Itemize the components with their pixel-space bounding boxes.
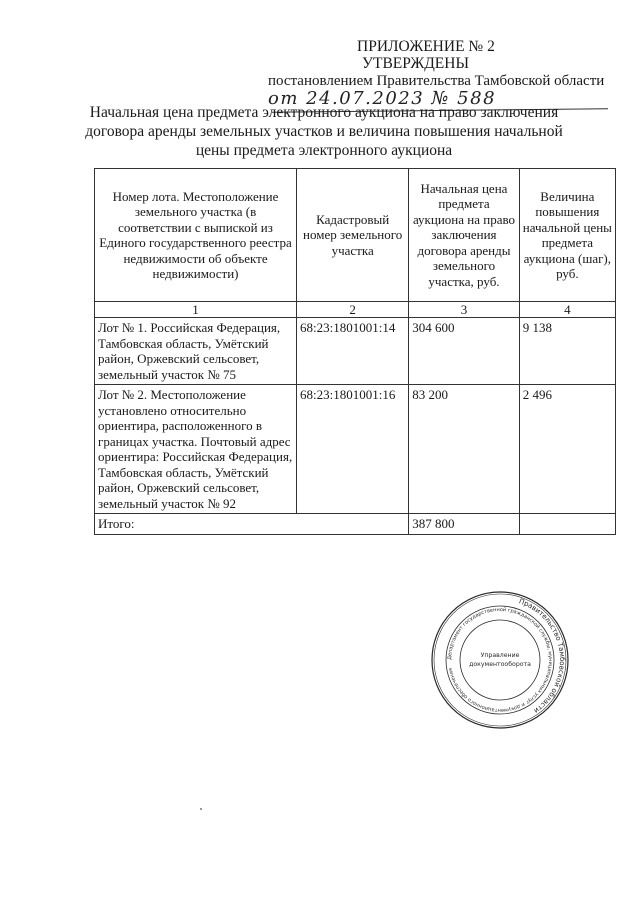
price-step: 2 496	[519, 385, 615, 514]
resolution-label: постановлением Правительства Тамбовской области	[268, 73, 605, 89]
total-label: Итого:	[95, 514, 409, 535]
total-value: 387 800	[409, 514, 519, 535]
table-row	[95, 318, 616, 385]
header-step: Величина повышения начальной цены предмета аукциона (шаг), руб.	[519, 169, 615, 302]
table-header-row	[95, 169, 616, 302]
appendix-number: ПРИЛОЖЕНИЕ № 2	[357, 38, 495, 55]
stamp-center-line1: Управление	[480, 652, 520, 659]
stamp-center-line2: документооборота	[469, 661, 531, 668]
column-number: 3	[409, 302, 519, 318]
column-number: 2	[297, 302, 409, 318]
official-stamp-icon	[430, 590, 570, 730]
document-title: Начальная цена предмета электронного аукциона на право заключения договора аренды земельных участков и величина повышения начальной цены предмета электронного аукциона	[85, 104, 563, 159]
cadastral-number: 68:23:1801001:16	[297, 385, 409, 514]
stamp-outer-text: Правительство Тамбовской области	[517, 597, 567, 715]
header-cadastral: Кадастровый номер земельного участка	[297, 169, 409, 302]
total-step-empty	[519, 514, 615, 535]
table-row	[95, 385, 616, 514]
cadastral-number: 68:23:1801001:14	[297, 318, 409, 385]
approved-label: УТВЕРЖДЕНЫ	[362, 55, 469, 72]
scan-speck	[200, 808, 202, 810]
lot-location: Лот № 2. Местоположение установлено относительно ориентира, расположенного в границах участка. Почтовый адрес ориентира: Российская Федерация, Тамбовская область, Умётский район, Оржевский сельсовет, земельный участок № 92	[95, 385, 297, 514]
price-step: 9 138	[519, 318, 615, 385]
column-number: 1	[95, 302, 297, 318]
stamp-inner-text: Департамент государственной гражданской службы, муниципальных услуг и документационного обеспечения	[446, 606, 554, 714]
total-row	[95, 514, 616, 535]
initial-price: 83 200	[409, 385, 519, 514]
header-lot-location: Номер лота. Местоположение земельного участка (в соответствии с выпиской из Единого государственного реестра недвижимости об объекте недвижимости)	[95, 169, 297, 302]
lot-location: Лот № 1. Российская Федерация, Тамбовская область, Умётский район, Оржевский сельсовет, земельный участок № 75	[95, 318, 297, 385]
column-number-row	[95, 302, 616, 318]
initial-price: 304 600	[409, 318, 519, 385]
handwritten-date-text: от 24.07.2023 № 588	[268, 88, 497, 109]
auction-price-table	[94, 168, 616, 535]
column-number: 4	[519, 302, 615, 318]
header-initial-price: Начальная цена предмета аукциона на право заключения договора аренды земельного участка, руб.	[409, 169, 519, 302]
